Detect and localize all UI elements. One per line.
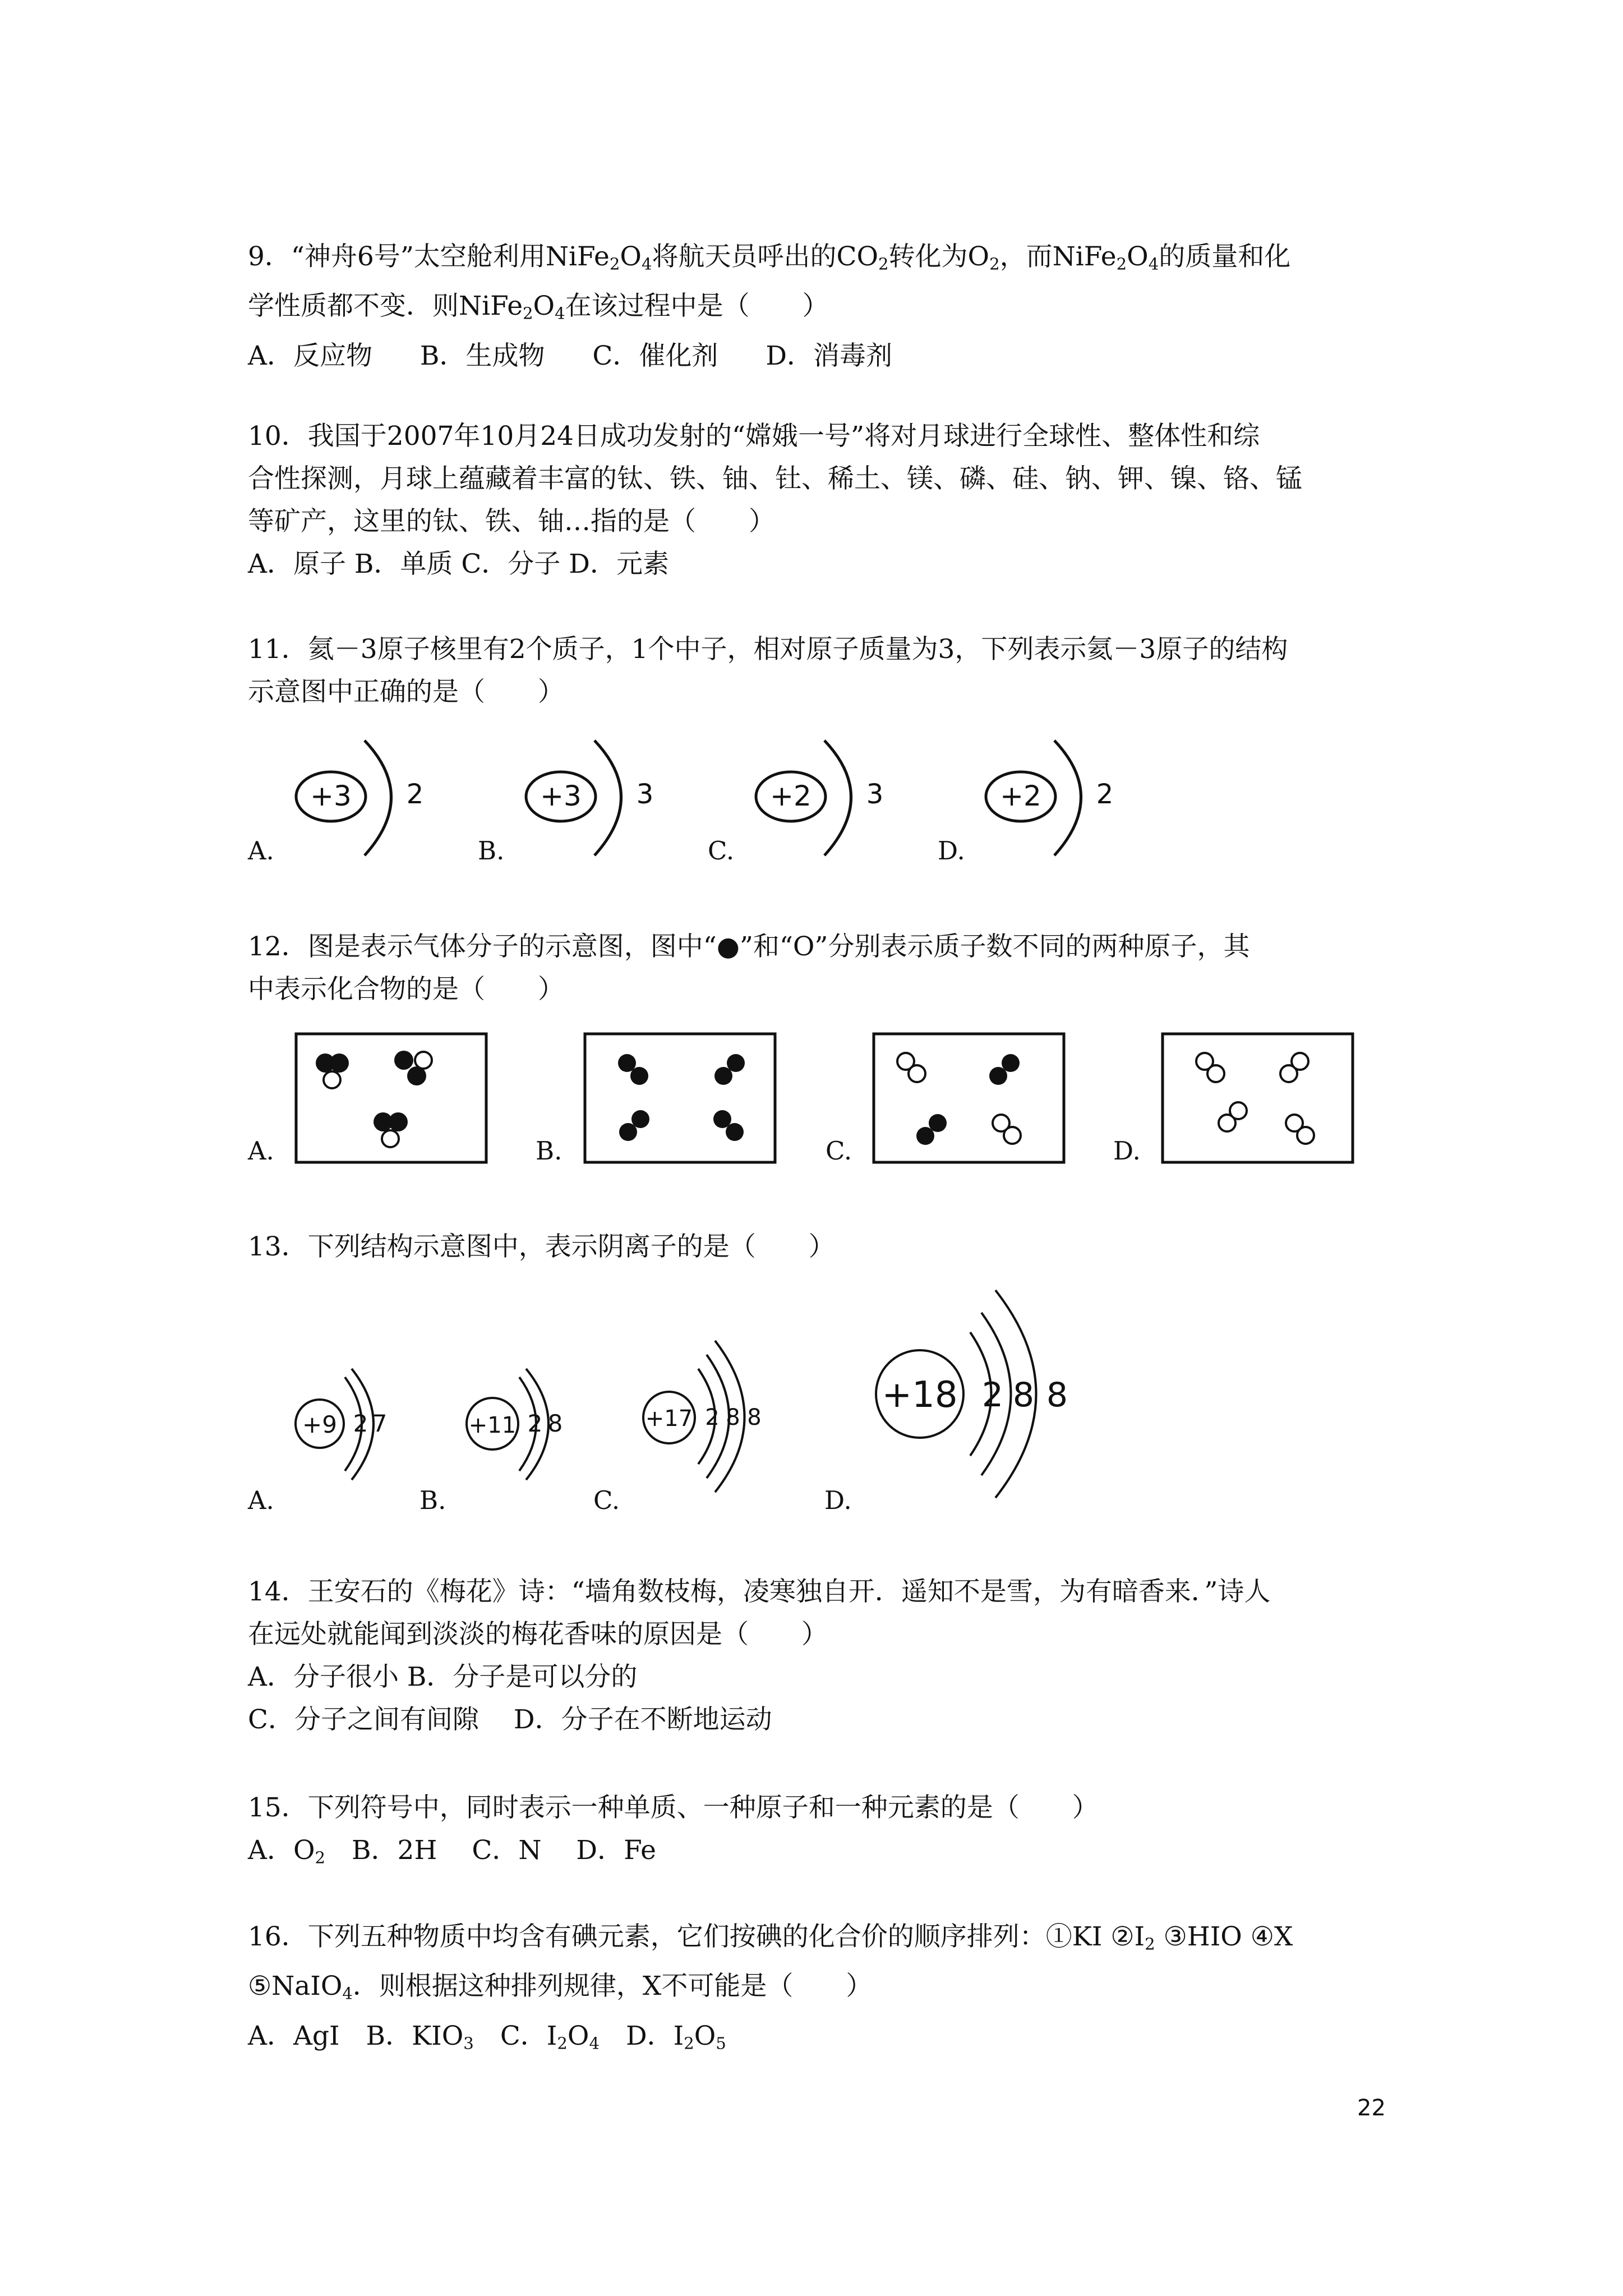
q13-b-nucleus: +11 (468, 1412, 517, 1438)
q12-a-molecule-3 (374, 1112, 408, 1147)
q16-options: A．AgI B．$KIO_3$ C．$I_2O_4$ D．$I_2O_5$ (248, 2020, 726, 2053)
q11-d-electrons: 2 (1096, 779, 1114, 810)
q14-line-1: 14．王安石的《梅花》诗：“墙角数枝梅，凌寒独自开．遥知不是雪，为有暗香来．”诗人 (248, 1576, 1271, 1607)
q13-c-shell-3: 8 (747, 1405, 762, 1430)
q13-a-shell-1: 2 (353, 1410, 368, 1437)
q11-b-electrons: 3 (636, 779, 654, 810)
q13-label-c: C. (593, 1485, 620, 1515)
q11-label-b: B. (478, 836, 505, 866)
q11-d-nucleus: +2 (1000, 780, 1041, 812)
q12-line-2: 中表示化合物的是（ ） (248, 974, 564, 1005)
q12-box-a (294, 1032, 488, 1164)
q13-b-shell-1: 2 (527, 1410, 543, 1437)
q13-a-shell-2: 7 (372, 1410, 388, 1437)
q12-label-a: A. (248, 1136, 274, 1166)
q13-d-shell-3: 8 (1046, 1375, 1068, 1415)
q11-line-1: 11．氦－3原子核里有2个质子，1个中子，相对原子质量为3，下列表示氦－3原子的结构 (248, 634, 1288, 665)
q13-label-d: D. (824, 1485, 852, 1515)
q11-c-electrons: 3 (866, 779, 884, 810)
q12-label-d: D. (1113, 1136, 1141, 1166)
q15-options: A．$O_2$ B．2H C．N D．Fe (248, 1835, 656, 1867)
question-14 (248, 1571, 1386, 1741)
q13-d-shell-1: 2 (981, 1375, 1004, 1415)
page-number: 22 (1357, 2095, 1386, 2121)
q13-d-shell-2: 8 (1012, 1375, 1035, 1415)
q13-line-1: 13．下列结构示意图中，表示阴离子的是（ ） (248, 1231, 835, 1262)
q11-c-nucleus: +2 (770, 780, 811, 812)
q13-diagram-b (460, 1341, 594, 1503)
q12-a-molecule-2 (394, 1051, 432, 1085)
q12-line-1: 12．图是表示气体分子的示意图，图中“●”和“O”分别表示质子数不同的两种原子，其 (248, 931, 1250, 962)
q14-options-2: C．分子之间有间隙 D．分子在不断地运动 (248, 1704, 772, 1735)
q12-box-c (872, 1032, 1066, 1164)
q12-box-d (1161, 1032, 1354, 1164)
q15-line-1: 15．下列符号中，同时表示一种单质、一种原子和一种元素的是（ ） (248, 1792, 1099, 1823)
q11-b-nucleus: +3 (540, 780, 582, 812)
q12-box-b (583, 1032, 777, 1164)
q11-label-d: D. (938, 836, 965, 866)
question-15 (248, 1787, 1386, 1879)
q10-line-1: 10．我国于2007年10月24日成功发射的“嫦娥一号”将对月球进行全球性、整体性和综 (248, 421, 1260, 452)
q12-label-c: C. (826, 1136, 852, 1166)
q11-diagram-c (751, 724, 897, 869)
q13-diagram-a (289, 1341, 418, 1503)
q11-diagram-b (522, 724, 667, 869)
q13-label-a: A. (248, 1485, 274, 1515)
q12-label-b: B. (536, 1136, 562, 1166)
q10-line-2: 合性探测，月球上蕴藏着丰富的钛、铁、铀、钍、稀土、镁、磷、硅、钠、钾、镍、铬、锰 (248, 463, 1302, 494)
q11-label-a: A. (248, 836, 274, 866)
q16-line-2: ⑤NaIO$_4$．则根据这种排列规律，X不可能是（ ） (248, 1971, 873, 2003)
q11-a-nucleus: +3 (310, 780, 352, 812)
q10-options: A．原子 B．单质 C．分子 D．元素 (248, 549, 669, 579)
q11-a-electrons: 2 (406, 779, 424, 810)
q11-line-2: 示意图中正确的是（ ） (248, 677, 564, 707)
q9-option-a: A．反应物 (248, 340, 372, 371)
question-11 (248, 628, 1386, 714)
question-9 (248, 236, 1386, 378)
q9-line-1: 9．“神舟6号”太空舱利用$NiFe_2O_4$将航天员呼出的$CO_2$转化为$O_2$，而$NiFe_2O_4$的质量和化 (248, 241, 1291, 274)
question-12 (248, 926, 1386, 1011)
q11-diagram-d (981, 724, 1127, 869)
question-16 (248, 1916, 1386, 2064)
q13-d-nucleus: +18 (882, 1374, 958, 1416)
q13-diagram-c (637, 1307, 794, 1503)
q9-option-c: C．催化剂 (592, 340, 718, 371)
q13-c-shell-2: 8 (726, 1405, 740, 1430)
q11-diagram-a (292, 724, 437, 869)
q13-diagram-d (866, 1271, 1113, 1517)
q13-c-nucleus: +17 (645, 1406, 693, 1432)
question-13 (248, 1226, 1386, 1268)
q9-options (248, 335, 1386, 378)
q16-line-1: 16．下列五种物质中均含有碘元素，它们按碘的化合价的顺序排列：①KI $②I_2$ ③HIO ④X (248, 1921, 1293, 1954)
q13-label-b: B. (419, 1485, 446, 1515)
q11-label-c: C. (708, 836, 735, 866)
question-10 (248, 415, 1386, 586)
q14-line-2: 在远处就能闻到淡淡的梅花香味的原因是（ ） (248, 1619, 828, 1650)
q13-b-shell-2: 8 (547, 1410, 563, 1437)
q13-c-shell-1: 2 (705, 1405, 720, 1430)
q9-option-b: B．生成物 (419, 340, 545, 371)
q12-a-molecule-1 (316, 1053, 349, 1088)
q10-line-3: 等矿产，这里的钛、铁、铀…指的是（ ） (248, 506, 775, 537)
q14-options-1: A．分子很小 B．分子是可以分的 (248, 1662, 638, 1692)
q9-option-d: D．消毒剂 (766, 340, 893, 371)
q9-line-2: 学性质都不变．则$NiFe_2O_4$在该过程中是（ ） (248, 291, 829, 323)
q13-a-nucleus: +9 (302, 1411, 337, 1438)
